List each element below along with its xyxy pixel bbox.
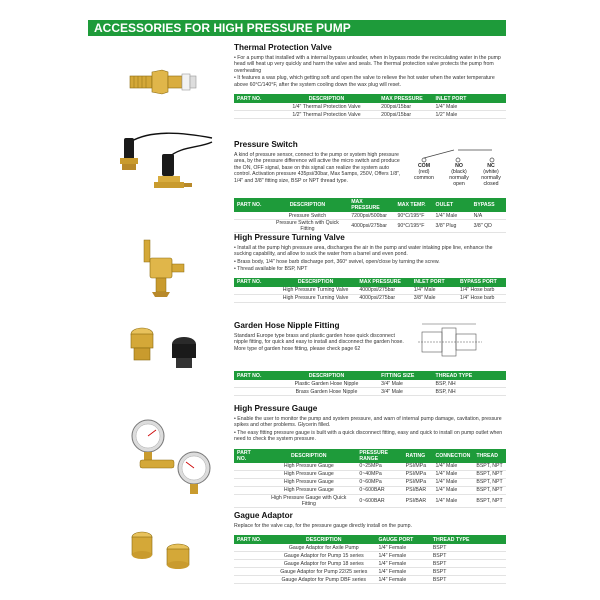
gauge-table (234, 449, 506, 508)
table-header: DESCRIPTION (272, 535, 375, 544)
table-header: THREAD TYPE (430, 535, 506, 544)
table-header: BYPASS PORT (457, 278, 506, 287)
legend-com: COM (red) common (414, 163, 434, 181)
table-row: Brass Garden Hose Nipple 3/4" Male BSP, NH (234, 388, 506, 396)
thermal-section (234, 43, 506, 119)
turning-valve-title: High Pressure Turning Valve (234, 233, 345, 242)
legend-nc: NC (white) normally closed (481, 163, 501, 187)
turning-valve-bullet: • Brass body, 1/4" hose barb discharge port, 360° swivel, open/close by turning the screw. (234, 258, 440, 265)
pressure-switch-image (120, 128, 216, 194)
table-row: Pressure Switch with Quick Fitting 4000psi/275bar 90°C/195°F 3/8" Plug 3/8" QD (234, 220, 506, 233)
table-row: Plastic Garden Hose Nipple 3/4" Male BSP, NH (234, 380, 506, 388)
table-header: BYPASS (471, 198, 506, 212)
table-row: Gauge Adaptor for Pump 22/25 series 1/4" Female BSPT (234, 568, 506, 576)
pressure-gauge-image (120, 416, 220, 498)
table-header: PART NO. (234, 371, 275, 380)
table-row: High Pressure Gauge 0~40MPa PSI/MPa 1/4" Male BSPT, NPT (234, 470, 506, 478)
table-row: Gauge Adaptor for Pump DBF series 1/4" Female BSPT (234, 576, 506, 584)
gauge-title: High Pressure Gauge (234, 404, 318, 413)
thermal-bullet: • It features a wax plug, which getting soft and open the valve to relieve the hot water when the water temperature above 60°C/140°F, after the system cooling down the wax plug will reset. (234, 75, 495, 88)
pressure-switch-desc: A kind of pressure sensor, connect to the pump or system high pressure area, by the pressure difference will active the micro switch and produce the ON, OFF signal, base on this signal can realize the system auto control. Activation pressure 435psi/30bar, Max 5amps, 250V, Offers 1/8", 1/4" and 3/8" fitting size, BSP or NPT thread type. (234, 152, 401, 184)
garden-table-wrap (234, 368, 506, 396)
table-header: PART NO. (234, 449, 261, 463)
garden-title: Garden Hose Nipple Fitting (234, 321, 340, 330)
table-header: DESCRIPTION (275, 278, 357, 287)
page-banner: ACCESSORIES FOR HIGH PRESSURE PUMP (88, 20, 506, 36)
table-row: High Pressure Gauge 0~25MPa PSI/MPa 1/4" Male BSPT, NPT (234, 463, 506, 471)
turning-valve-image (136, 236, 188, 298)
adaptor-title: Gague Adaptor (234, 511, 293, 520)
gauge-section (234, 404, 506, 508)
adaptor-section (234, 511, 506, 584)
garden-hose-nipple-image (122, 318, 222, 370)
table-header: CONNECTION (433, 449, 474, 463)
table-header: GAUGE PORT (375, 535, 429, 544)
table-header: PART NO. (234, 278, 275, 287)
thermal-table (234, 94, 506, 119)
table-header: PART NO. (234, 198, 267, 212)
table-row: Gauge Adaptor for Axile Pump 1/4" Female BSPT (234, 544, 506, 552)
gauge-adaptor-image (126, 527, 206, 573)
table-header: DESCRIPTION (275, 371, 378, 380)
pressure-switch-title: Pressure Switch (234, 140, 298, 149)
table-header: PRESSURE RANGE (356, 449, 402, 463)
garden-desc: Standard Europe type brass and plastic garden hose quick disconnect nipple fitting, for quick and easy to install and disconnect the garden hose. More type of garden hose fitting, please check page 62 (234, 333, 404, 352)
table-row: Pressure Switch 7200psi/500bar 90°C/195°F 1/4" Male N/A (234, 212, 506, 220)
table-row: 1/4" Thermal Protection Valve 200psi/15bar 1/4" Male (234, 103, 506, 111)
table-header: DESCRIPTION (261, 449, 356, 463)
table-header: THREAD TYPE (433, 371, 506, 380)
table-header: INLET PORT (411, 278, 457, 287)
table-header: MAX PRESSURE (378, 94, 432, 103)
turning-valve-section (234, 233, 506, 303)
garden-table (234, 371, 506, 396)
adaptor-desc: Replace for the valve cap, for the pressure gauge directly install on the pump. (234, 523, 412, 529)
table-row: 1/2" Thermal Protection Valve 200psi/15bar 1/2" Male (234, 111, 506, 119)
pressure-switch-table-wrap (234, 195, 506, 233)
garden-nipple-drawing (412, 320, 504, 364)
table-header: INLET PORT (433, 94, 506, 103)
thermal-valve-image (128, 62, 200, 102)
table-header: DESCRIPTION (267, 198, 349, 212)
adaptor-table (234, 535, 506, 584)
table-row: High Pressure Turning Valve 4000psi/275bar 3/8" Male 1/4" Hose barb (234, 294, 506, 302)
switch-wiring-diagram (412, 146, 504, 164)
table-header: MAX PRESSURE (356, 278, 410, 287)
turning-valve-bullet: • Thread available for BSP, NPT (234, 266, 308, 273)
turning-valve-table (234, 278, 506, 303)
table-header: DESCRIPTION (275, 94, 378, 103)
table-row: Gauge Adaptor for Pump 15 series 1/4" Female BSPT (234, 552, 506, 560)
turning-valve-bullet: • Install at the pump high pressure area, discharges the air in the pump and water intaking pipe line, enhance the sucking capability, and allow to suck the water from a barrel and even pond. (234, 245, 493, 258)
legend-no: NO (black) normally open (449, 163, 469, 187)
table-row: Gauge Adaptor for Pump 18 series 1/4" Female BSPT (234, 560, 506, 568)
table-row: High Pressure Gauge with Quick Fitting 0~600BAR PSI/BAR 1/4" Male BSPT, NPT (234, 494, 506, 507)
table-header: MAX PRESSURE (348, 198, 394, 212)
pressure-switch-table (234, 198, 506, 233)
gauge-bullet: • The easy fitting pressure gauge is built with a quick disconnect fitting, easy and quick to install on pump outlet when need to check the system pressure. (234, 429, 503, 443)
table-header: OULET (433, 198, 471, 212)
table-row: High Pressure Gauge 0~60MPa PSI/MPa 1/4" Male BSPT, NPT (234, 478, 506, 486)
table-row: High Pressure Turning Valve 4000psi/275bar 1/4" Male 1/4" Hose barb (234, 287, 506, 295)
gauge-bullet: • Enable the user to monitor the pump and system pressure, and warn of internal pump damage, cavitation, pressure spikes and other problems. Glycerin filled. (234, 416, 502, 429)
table-row: High Pressure Gauge 0~600BAR PSI/BAR 1/4" Male BSPT, NPT (234, 486, 506, 494)
thermal-bullet: • For a pump that installed with a internal bypass unloader, when in bypass mode the recirculating water in the pump head will heat up very quickly and harm the valve and seals. The thermal protection valve protects the pump from overheating (234, 55, 501, 74)
table-header: RATING (403, 449, 433, 463)
table-header: MAX TEMP. (394, 198, 432, 212)
table-header: THREAD (473, 449, 506, 463)
table-header: PART NO. (234, 535, 272, 544)
table-header: PART NO. (234, 94, 275, 103)
table-header: FITTING SIZE (378, 371, 432, 380)
thermal-title: Thermal Protection Valve (234, 43, 332, 52)
